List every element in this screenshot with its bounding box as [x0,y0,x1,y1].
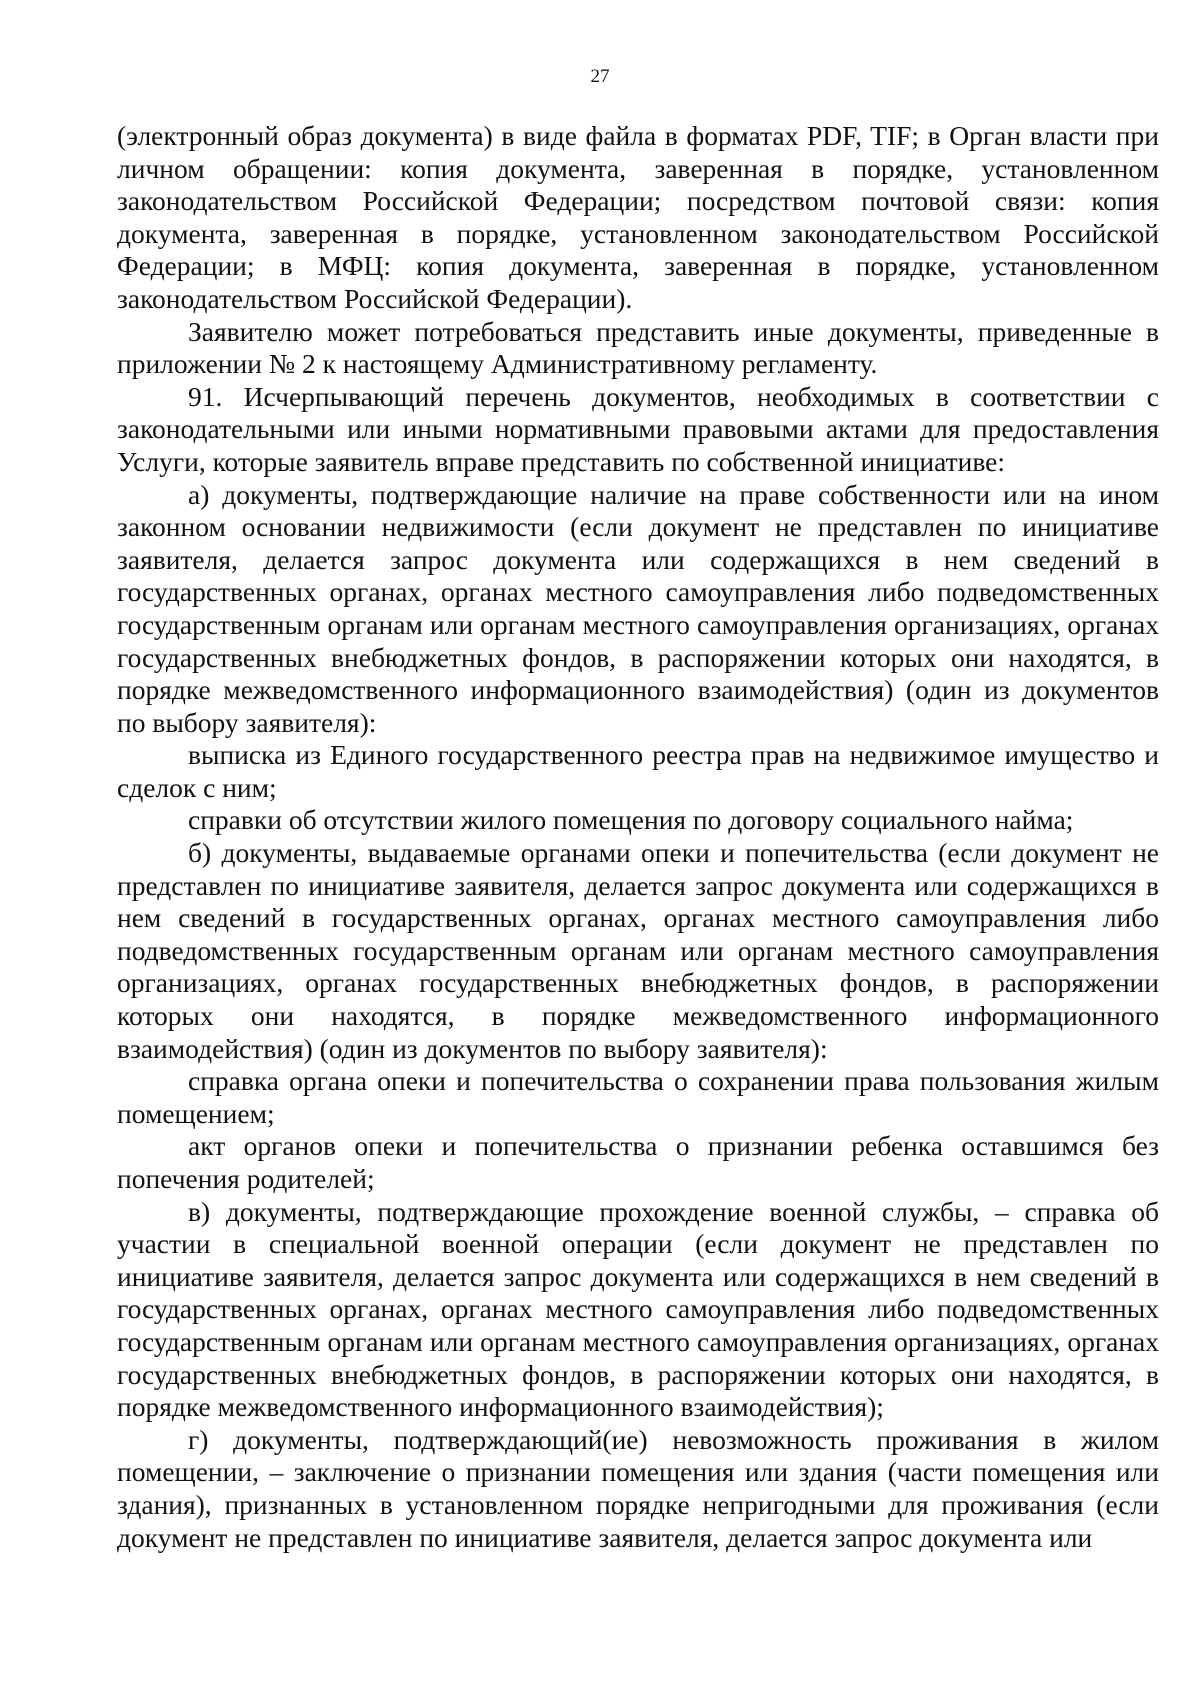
paragraph: акт органов опеки и попечительства о признании ребенка оставшимся без попечения родителей; [117,1130,1159,1194]
page-number: 27 [590,66,610,87]
paragraph: справка органа опеки и попечительства о сохранении права пользования жилым помещением; [117,1065,1159,1129]
paragraph: г) документы, подтверждающий(ие) невозможность проживания в жилом помещении, – заключение о признании помещения или здания (части помещения или здания), признанных в установленном порядке непригодными для проживания (если документ не представлен по инициативе заявителя, делается запрос документа или [117,1423,1159,1553]
paragraph: в) документы, подтверждающие прохождение военной службы, – справка об участии в специальной военной операции (если документ не представлен по инициативе заявителя, делается запрос документа или содержащихся в нем сведений в государственных органах, органах местного самоуправления либо подведомственных государственным органам или органам местного самоуправления организациях, органах государственных внебюджетных фондов, в распоряжении которых они находятся, в порядке межведомственного информационного взаимодействия); [117,1195,1159,1423]
document-body [117,120,1159,1554]
paragraph: Заявителю может потребоваться представить иные документы, приведенные в приложении № 2 к настоящему Административному регламенту. [117,315,1159,380]
paragraph: б) документы, выдаваемые органами опеки и попечительства (если документ не представлен по инициативе заявителя, делается запрос документа или содержащихся в нем сведений в государственных органах, органах местного самоуправления либо подведомственных государственным органам или органам местного самоуправления организациях, органах государственных внебюджетных фондов, в распоряжении которых они находятся, в порядке межведомственного информационного взаимодействия) (один из документов по выбору заявителя): [117,837,1159,1064]
paragraph: (электронный образ документа) в виде файла в форматах PDF, TIF; в Орган власти при личном обращении: копия документа, заверенная в порядке, установленном законодательством Российской Федерации; посредством почтовой связи: копия документа, заверенная в порядке, установленном законодательством Российской Федерации; в МФЦ: копия документа, заверенная в порядке, установленном законодательством Российской Федерации). [117,120,1159,314]
paragraph: справки об отсутствии жилого помещения по договору социального найма; [188,804,1074,836]
paragraph: 91. Исчерпывающий перечень документов, необходимых в соответствии с законодательными или иными нормативными правовыми актами для предоставления Услуги, которые заявитель вправе представить по собственной инициативе: [117,380,1159,477]
paragraph: а) документы, подтверждающие наличие на праве собственности или на ином законном основании недвижимости (если документ не представлен по инициативе заявителя, делается запрос документа или содержащихся в нем сведений в государственных органах, органах местного самоуправления либо подведомственных государственным органам или органам местного самоуправления организациях, органах государственных внебюджетных фондов, в распоряжении которых они находятся, в порядке межведомственного информационного взаимодействия) (один из документов по выбору заявителя): [117,478,1159,738]
paragraph: выписка из Единого государственного реестра прав на недвижимое имущество и сделок с ним; [117,739,1159,803]
